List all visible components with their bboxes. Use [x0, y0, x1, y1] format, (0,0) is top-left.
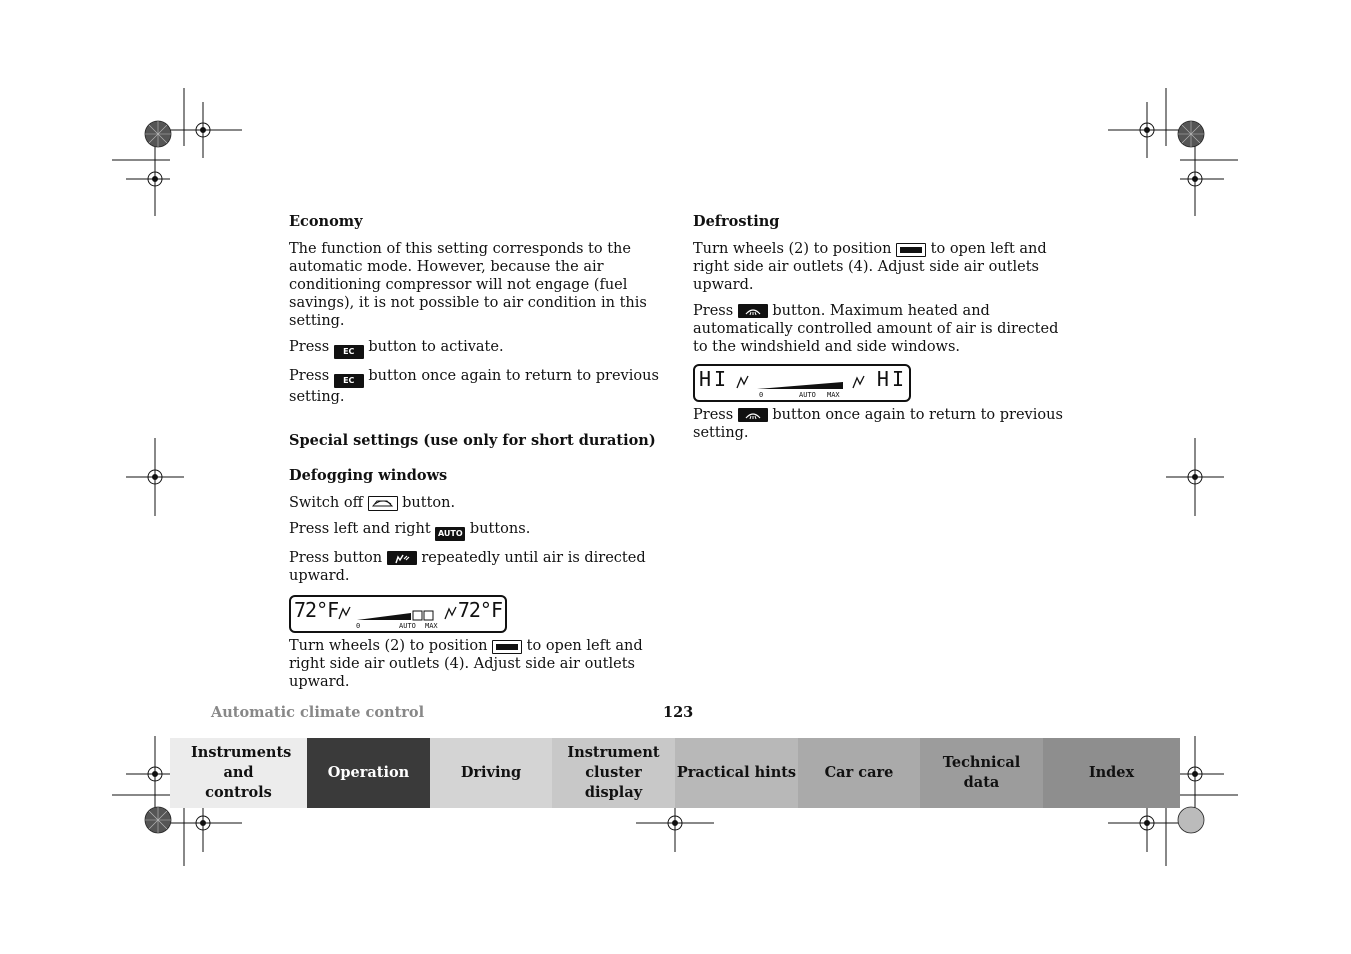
tab-technical-data[interactable]: Technical data — [920, 738, 1043, 808]
fan-zero-label: 0 — [759, 391, 764, 399]
chapter-nav — [170, 738, 1180, 808]
defrost-turn-wheels: Turn wheels (2) to position to open left and right side air outlets (4). Adjust side air outlets upward. — [693, 241, 1047, 293]
fan-zero-label: 0 — [356, 622, 361, 630]
defrosting-heading: Defrosting — [693, 213, 780, 230]
ec-button-icon: EC — [334, 374, 364, 388]
right-hi-readout: HI — [876, 367, 907, 391]
defrost-press-return: Press button once again to return to previous setting. — [693, 407, 1063, 441]
fan-max-label: MAX — [827, 391, 840, 399]
fan-auto-label: AUTO — [399, 622, 416, 630]
left-hi-readout: HI — [699, 367, 730, 391]
defrost-button-icon — [738, 408, 768, 422]
side-outlet-position-icon — [896, 243, 926, 257]
defog-press-airflow: Press button repeatedly until air is directed upward. — [289, 550, 646, 584]
tab-driving[interactable]: Driving — [430, 738, 552, 808]
page-number: 123 — [663, 704, 694, 721]
tab-operation[interactable]: Operation — [307, 738, 430, 808]
recirculation-car-icon — [368, 496, 398, 511]
auto-button-icon: AUTO — [435, 527, 465, 541]
side-outlet-position-icon — [492, 640, 522, 654]
right-temp-readout: 72°F — [457, 598, 502, 622]
left-column — [289, 213, 659, 699]
climate-display-hi — [693, 364, 911, 402]
fan-max-label: MAX — [425, 622, 438, 630]
tab-instruments-and-controls[interactable]: Instruments and controls — [170, 738, 307, 808]
defogging-heading: Defogging windows — [289, 467, 448, 484]
section-title: Automatic climate control — [211, 704, 425, 721]
economy-press-activate: Press EC button to activate. — [289, 338, 659, 359]
ec-button-icon: EC — [334, 345, 364, 359]
air-distribution-icon — [387, 551, 417, 565]
tab-index[interactable]: Index — [1043, 738, 1180, 808]
left-temp-readout: 72°F — [294, 598, 339, 622]
economy-heading: Economy — [289, 213, 363, 230]
defrost-button-icon — [738, 304, 768, 318]
special-settings-heading: Special settings (use only for short duration) — [289, 432, 656, 449]
climate-display-72f — [289, 595, 507, 633]
defog-turn-wheels: Turn wheels (2) to position to open left and right side air outlets (4). Adjust side air outlets upward. — [289, 638, 643, 690]
tab-car-care[interactable]: Car care — [798, 738, 920, 808]
economy-press-return: Press EC button once again to return to previous setting. — [289, 368, 659, 405]
defrost-press-max: Press button. Maximum heated and automatically controlled amount of air is directed to the windshield and side windows. — [693, 303, 1059, 355]
tab-instrument-cluster-display[interactable]: Instrument cluster display — [552, 738, 675, 808]
defog-press-auto: Press left and right AUTO buttons. — [289, 520, 659, 541]
right-column — [693, 213, 1063, 450]
economy-paragraph: The function of this setting corresponds to the automatic mode. However, because the air conditioning compressor will not engage (fuel savings), it is not possible to air condition in this setting. — [289, 241, 647, 329]
fan-auto-label: AUTO — [799, 391, 816, 399]
defog-switch-off: Switch off button. — [289, 495, 456, 511]
tab-practical-hints[interactable]: Practical hints — [675, 738, 798, 808]
